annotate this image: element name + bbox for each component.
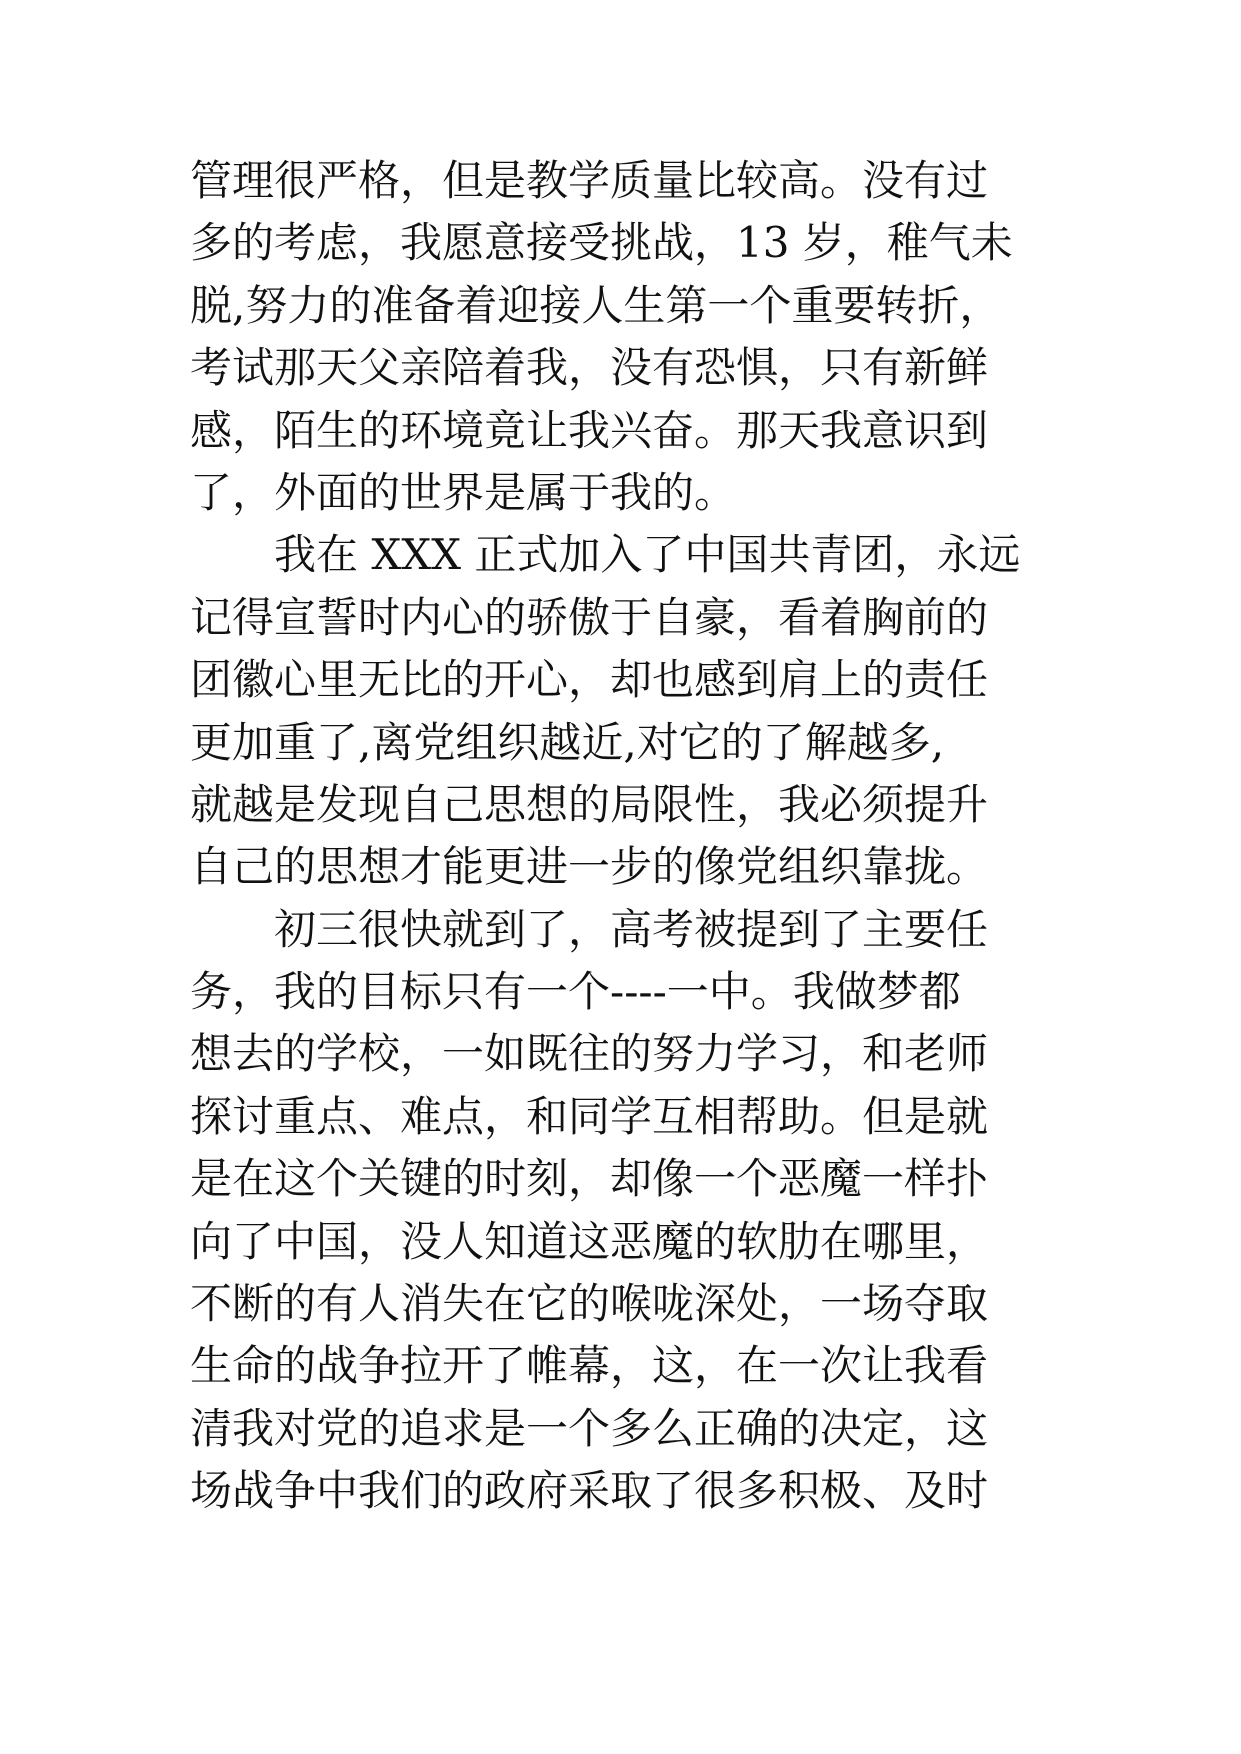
text-line: 向了中国，没人知道这恶魔的软肋在哪里，	[190, 1216, 989, 1266]
text-line: 是在这个关键的时刻，却像一个恶魔一样扑	[190, 1154, 989, 1204]
text-line: 务，我的目标只有一个----一中。我做梦都	[190, 967, 961, 1017]
text-line: 多的考虑，我愿意接受挑战，13 岁，稚气未	[190, 218, 1013, 268]
text-line: 自己的思想才能更进一步的像党组织靠拢。	[190, 842, 989, 892]
text-line: 更加重了,离党组织越近,对它的了解越多,	[190, 717, 945, 767]
text-line: 不断的有人消失在它的喉咙深处，一场夺取	[190, 1279, 989, 1329]
text-line: 生命的战争拉开了帷幕，这，在一次让我看	[190, 1341, 989, 1391]
text-line: 探讨重点、难点，和同学互相帮助。但是就	[190, 1091, 989, 1141]
text-line: 场战争中我们的政府采取了很多积极、及时	[190, 1466, 989, 1516]
body-text	[190, 150, 1110, 1523]
text-line: 就越是发现自己思想的局限性，我必须提升	[190, 779, 989, 829]
text-line: 清我对党的追求是一个多么正确的决定，这	[190, 1403, 989, 1453]
text-line: 记得宣誓时内心的骄傲于自豪，看着胸前的	[190, 592, 989, 642]
text-line: 团徽心里无比的开心，却也感到肩上的责任	[190, 655, 989, 705]
text-line: 考试那天父亲陪着我，没有恐惧，只有新鲜	[190, 343, 989, 393]
text-line: 管理很严格，但是教学质量比较高。没有过	[190, 156, 989, 205]
text-line: 我在 XXX 正式加入了中国共青团，永远	[190, 530, 1021, 580]
text-line: 了，外面的世界是属于我的。	[190, 467, 737, 517]
text-line: 想去的学校，一如既往的努力学习，和老师	[190, 1029, 989, 1079]
text-line: 脱,努力的准备着迎接人生第一个重要转折，	[190, 280, 1002, 330]
text-line: 感，陌生的环境竟让我兴奋。那天我意识到	[190, 405, 989, 455]
text-line: 初三很快就到了，高考被提到了主要任	[190, 904, 989, 954]
